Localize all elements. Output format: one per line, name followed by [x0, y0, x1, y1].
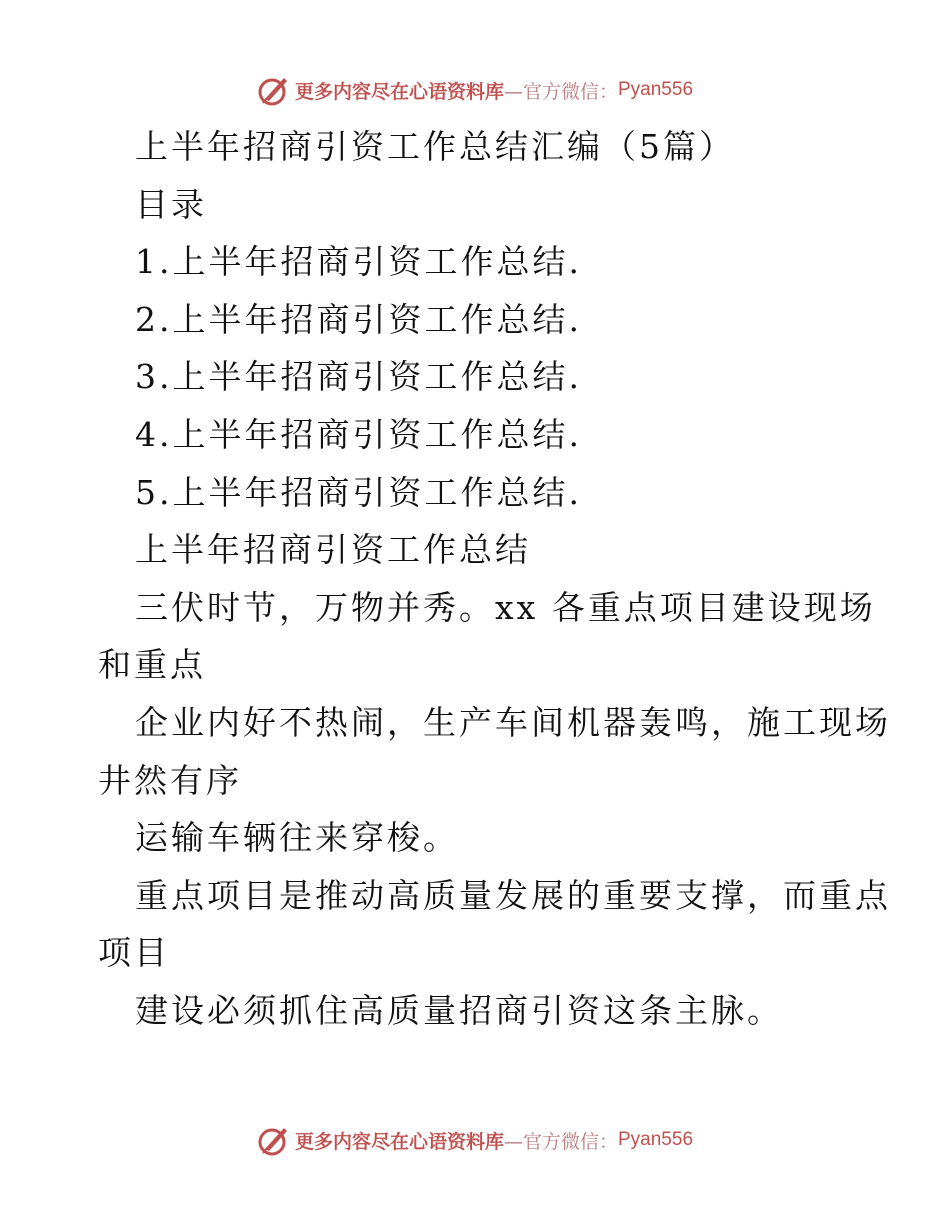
paragraph-line: 井然有序	[98, 760, 242, 800]
toc-item: 4.上半年招商引资工作总结.	[135, 414, 582, 454]
quill-logo-icon	[257, 1123, 291, 1157]
header-watermark-banner	[0, 70, 950, 110]
banner-wechat-label: —官方微信：	[503, 1130, 618, 1153]
toc-item: 1.上半年招商引资工作总结.	[135, 242, 582, 282]
footer-watermark-banner	[0, 1120, 950, 1160]
paragraph-line: 和重点	[98, 645, 206, 685]
paragraph-line: 建设必须抓住高质量招商引资这条主脉。	[135, 990, 783, 1030]
banner-site-text: 更多内容尽在心语资料库	[294, 1130, 504, 1153]
paragraph-line: 项目	[98, 933, 170, 973]
paragraph-line: 重点项目是推动高质量发展的重要支撑，而重点	[135, 875, 891, 915]
paragraph-line: 运输车辆往来穿梭。	[135, 818, 459, 858]
banner-wechat-id: Pyan556	[618, 1129, 694, 1150]
banner-site-text: 更多内容尽在心语资料库	[294, 80, 504, 103]
toc-item: 5.上半年招商引资工作总结.	[135, 472, 582, 512]
paragraph-line: 三伏时节，万物并秀。xx 各重点项目建设现场	[135, 587, 876, 627]
document-body	[98, 118, 891, 1040]
document-title: 上半年招商引资工作总结汇编（5篇）	[135, 127, 735, 166]
section-heading: 上半年招商引资工作总结	[135, 530, 531, 570]
quill-logo-icon	[257, 73, 291, 107]
toc-item: 2.上半年招商引资工作总结.	[135, 299, 582, 339]
toc-item: 3.上半年招商引资工作总结.	[135, 357, 582, 397]
paragraph-line: 企业内好不热闹，生产车间机器轰鸣，施工现场	[135, 702, 891, 742]
toc-heading: 目录	[135, 184, 207, 224]
banner-wechat-label: —官方微信：	[503, 80, 618, 103]
banner-wechat-id: Pyan556	[618, 79, 694, 100]
